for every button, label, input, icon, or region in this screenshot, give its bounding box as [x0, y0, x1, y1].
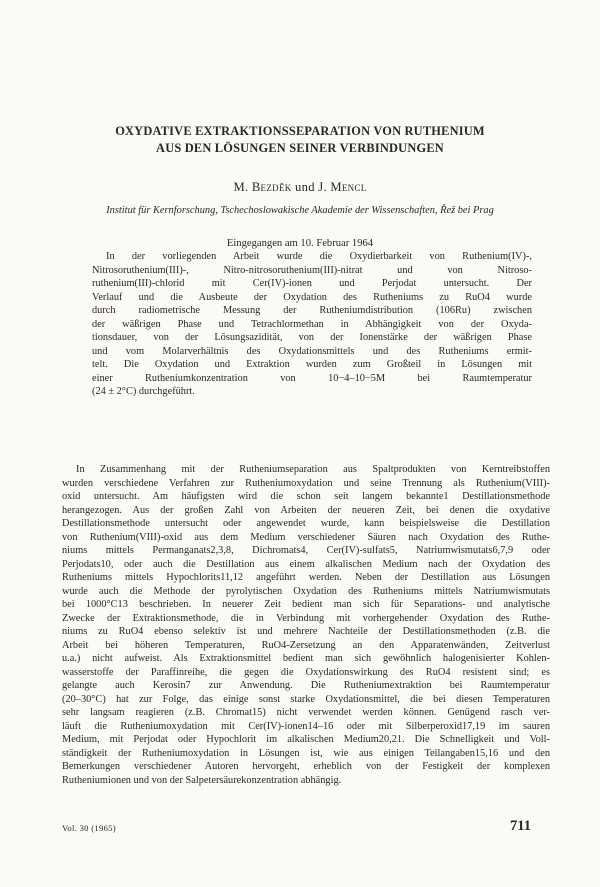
- author-conjunction: und: [295, 180, 315, 194]
- title-line-1: OXYDATIVE EXTRAKTIONSSEPARATION VON RUTHENIUM: [115, 124, 485, 138]
- abstract-line: der wäßrigen Phase und Tetrachlormethan in Abhängigkeit von der Oxyda-: [92, 318, 532, 330]
- affiliation: Institut für Kernforschung, Tschechoslowakische Akademie der Wissenschaften, Řež bei Prag: [106, 205, 494, 216]
- abstract-line: durch radiometrische Messung der Rutheniumdistribution (106Ru) zwischen: [92, 305, 532, 316]
- body-line: ständigkeit der Rutheniumoxydation in Lösungen ist, wie aus einigen Teilangaben15,16 und den: [62, 747, 550, 759]
- body-line: oxid untersucht. Am häufigsten wird die schon seit langem bekannte1 Destillationsmethode: [62, 491, 550, 502]
- body-line: Destillationsmethode untersucht oder angewendet wurde, kann beispielsweise die Destillation: [62, 518, 550, 529]
- abstract-line: (24 ± 2°C) durchgeführt.: [92, 386, 195, 397]
- abstract-line: einer Rutheniumkonzentration von 10−4–10−5M bei Raumtemperatur: [92, 372, 532, 384]
- body-line: niums zu RuO4 ebenso selektiv ist und mehrere Nachteile der Destillationsmethoden (z.B. die: [62, 626, 550, 637]
- abstract-line: In der vorliegenden Arbeit wurde die Oxydierbarkeit von Ruthenium(IV)-,: [106, 251, 532, 262]
- abstract-line: und vom Molarverhältnis des Oxydationsmittels und des Rutheniums ermit-: [92, 345, 532, 357]
- body-line: läuft die Rutheniumoxydation mit Cer(IV)-ionen14–16 oder mit Silberperoxid17,19 im sauren: [62, 720, 550, 732]
- body-line: Rutheniums mittels Hypochlorits11,12 angeführt werden. Neben der Destillation aus Lösungen: [62, 572, 550, 583]
- body-line: Perjodats10, oder auch die Destillation aus einem alkalischen Medium nach der Oxydation des: [62, 558, 550, 570]
- body-line: niums mittels Permanganats2,3,8, Dichromats4, Cer(IV)-sulfats5, Natriumwismutats6,7,9 oder: [62, 545, 550, 556]
- body-line: wasserstoffe der Paraffinreihe, die gegen die Oxydationswirkung des RuO4 resistent sind; es: [62, 666, 550, 678]
- body-line: gelangte auch Kerosin7 zur Anwendung. Die Rutheniumextraktion bei Raumtemperatur: [62, 680, 550, 691]
- body-line: (20–30°C) hat zur Folge, das einige sonst starke Oxydationsmittel, die bei diesen Temperaturen: [62, 693, 550, 705]
- body-line: Zwecke der Extraktionsmethode, die in Verbindung mit vorhergehender Oxydation des Ruthe-: [62, 612, 550, 624]
- body-line: sehr langsam reagieren (z.B. Chromat15) nicht verwendet werden können. Genügend rasch ver-: [62, 707, 550, 718]
- footer-volume: Vol. 30 (1965): [62, 823, 116, 833]
- received-date: Eingegangen am 10. Februar 1964: [226, 238, 374, 249]
- body-line: wurden verschiedene Verfahren zur Rutheniumoxydation und seine Trennung als Ruthenium(VIII)-: [62, 477, 550, 489]
- body-line: herangezogen. Aus der großen Zahl von Arbeiten der neueren Zeit, bei denen die oxydative: [62, 504, 550, 516]
- article-title: [40, 123, 560, 157]
- body-line: wurde auch die Methode der pyrolytischen Oxydation des Rutheniums mittels Natriumwismutats: [62, 585, 550, 597]
- abstract-line: Verlauf und die Ausbeute der Oxydation des Rutheniums zu RuO4 wurde: [92, 291, 532, 303]
- body-line: u.a.) nicht aufweist. Als Extraktionsmittel bedient man sich gewöhnlich halogenisierter Kohlen-: [62, 653, 550, 664]
- author-1: M. Bezděk: [233, 180, 292, 194]
- body-line: Medium, mit Perjodat oder Hypochlorit im alkalischen Medium20,21. Die Schnelligkeit und Voll-: [62, 734, 550, 745]
- abstract-line: Nitrosoruthenium(III)-, Nitro-nitrosoruthenium(III)-nitrat und von Nitroso-: [92, 264, 532, 276]
- body-text: [62, 463, 550, 787]
- body-line: Bemerkungen verschiedener Autoren hervorgeht, erheblich von der Festigkeit der komplexen: [62, 761, 550, 772]
- body-line: Arbeit bei höheren Temperaturen, RuO4-Zersetzung an den Apparatenwänden, Zeitverlust: [62, 639, 550, 651]
- title-line-2: AUS DEN LÖSUNGEN SEINER VERBINDUNGEN: [156, 141, 444, 155]
- body-line: von Ruthenium(VIII)-oxid aus dem Medium verschiedener Säuren nach Oxydation des Ruthe-: [62, 531, 550, 543]
- body-line: In Zusammenhang mit der Rutheniumseparation aus Spaltprodukten von Kerntreibstoffen: [76, 464, 550, 475]
- abstract-line: telt. Die Oxydation und Extraktion wurden zum Großteil in Lösungen mit: [92, 359, 532, 370]
- page-number: 711: [510, 818, 531, 834]
- author-line: [0, 180, 600, 195]
- body-line: Rutheniumionen und von der Salpetersäurekonzentration abhängig.: [62, 774, 342, 786]
- abstract-line: tionsdauer, von der Lösungsazidität, von der Ionenstärke der wäßrigen Phase: [92, 332, 532, 343]
- author-2: J. Mencl: [318, 180, 367, 194]
- body-line: bei 1000°C13 beschrieben. In neuerer Zeit bedient man sich für Separations- und analytische: [62, 599, 550, 610]
- abstract: [92, 250, 532, 399]
- abstract-line: ruthenium(III)-chlorid mit Cer(IV)-ionen und Perjodat untersucht. Der: [92, 278, 532, 289]
